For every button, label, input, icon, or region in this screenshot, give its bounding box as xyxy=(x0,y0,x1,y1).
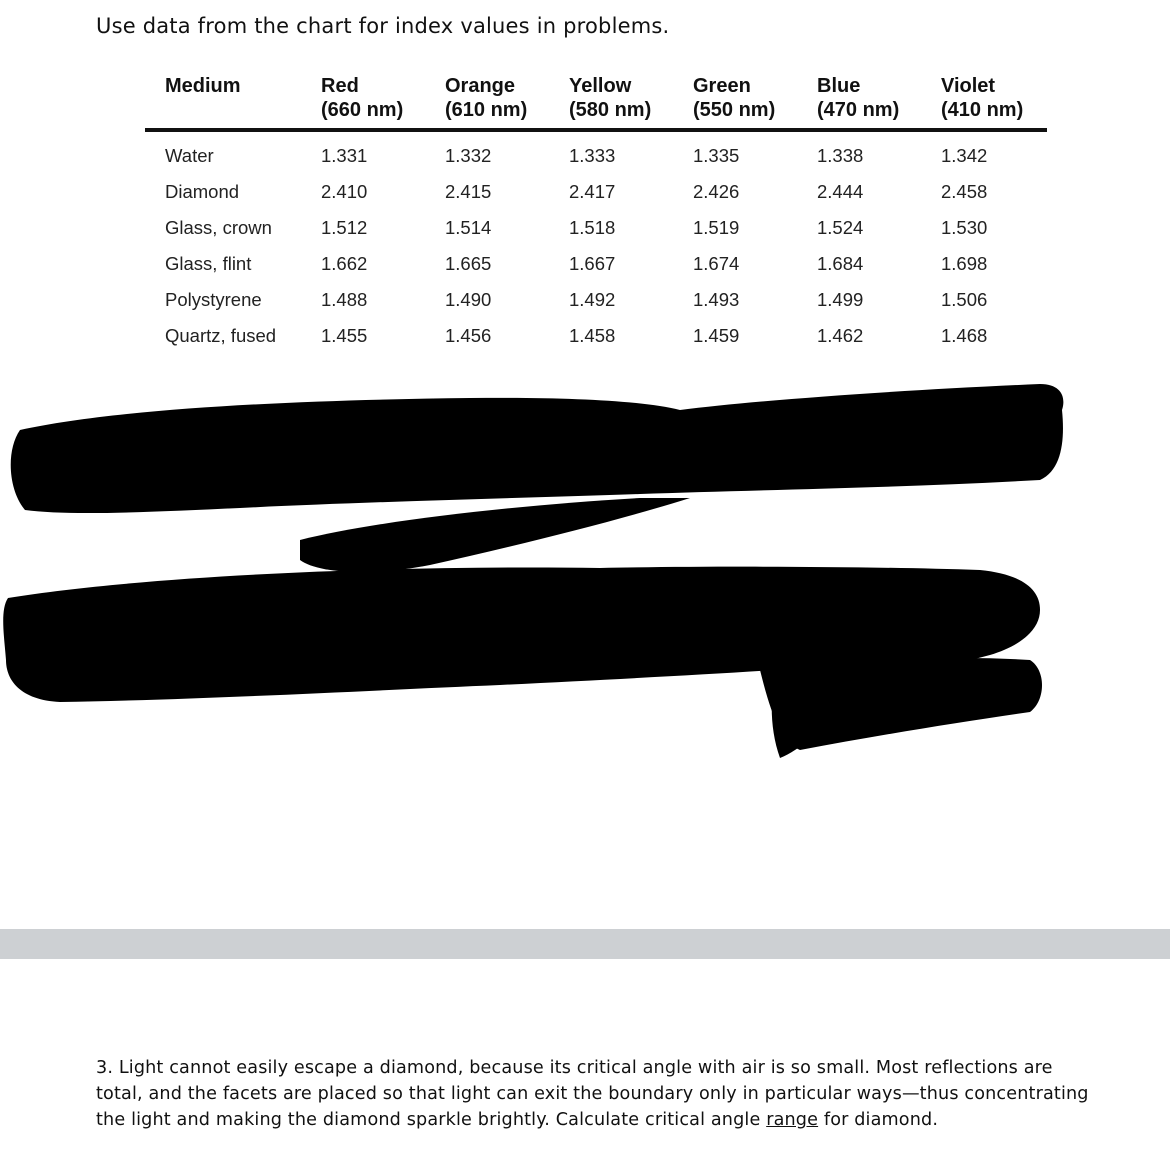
value-cell: 1.335 xyxy=(693,145,740,166)
medium-cell: Diamond xyxy=(165,181,240,202)
value-cell: 1.698 xyxy=(941,253,988,274)
value-cell: 1.493 xyxy=(693,289,740,310)
value-cell: 2.415 xyxy=(445,181,492,202)
value-cell: 1.524 xyxy=(817,217,864,238)
header-violet: Violet (410 nm) xyxy=(941,75,1024,121)
table-row xyxy=(145,174,1047,210)
value-cell: 1.519 xyxy=(693,217,740,238)
value-cell: 2.426 xyxy=(693,181,740,202)
header-green: Green (550 nm) xyxy=(693,75,776,121)
value-cell: 1.333 xyxy=(569,145,616,166)
value-cell: 1.342 xyxy=(941,145,988,166)
header-blue: Blue (470 nm) xyxy=(817,75,900,121)
header-yellow: Yellow (580 nm) xyxy=(569,75,652,121)
table-row xyxy=(145,246,1047,282)
medium-cell: Water xyxy=(165,145,214,166)
medium-cell: Glass, crown xyxy=(165,217,272,238)
medium-cell: Quartz, fused xyxy=(165,325,277,346)
problem-3-text: 3. Light cannot easily escape a diamond, because its critical angle with air is so small. Most reflections are total, and the facets are placed so that light can exit the boundary only in particular ways—thus concentrating the light and making the diamond sparkle brightly. Calculate critical angle range for diamond. xyxy=(96,1058,1089,1130)
value-cell: 2.444 xyxy=(817,181,864,202)
value-cell: 2.410 xyxy=(321,181,368,202)
value-cell: 1.674 xyxy=(693,253,740,274)
value-cell: 1.514 xyxy=(445,217,492,238)
value-cell: 2.458 xyxy=(941,181,988,202)
value-cell: 1.667 xyxy=(569,253,616,274)
index-table xyxy=(145,72,1047,354)
value-cell: 1.684 xyxy=(817,253,864,274)
value-cell: 1.459 xyxy=(693,325,740,346)
table-header-row xyxy=(145,72,1047,130)
medium-cell: Glass, flint xyxy=(165,253,252,274)
value-cell: 2.417 xyxy=(569,181,616,202)
intro-instruction: Use data from the chart for index values in problems. xyxy=(96,14,670,38)
value-cell: 1.530 xyxy=(941,217,988,238)
value-cell: 1.488 xyxy=(321,289,368,310)
value-cell: 1.665 xyxy=(445,253,492,274)
redaction-scribble xyxy=(0,370,1170,790)
header-red: Red (660 nm) xyxy=(321,75,404,121)
value-cell: 1.332 xyxy=(445,145,492,166)
refractive-index-table xyxy=(145,72,1047,354)
table-row xyxy=(145,210,1047,246)
value-cell: 1.331 xyxy=(321,145,368,166)
value-cell: 1.456 xyxy=(445,325,492,346)
medium-cell: Polystyrene xyxy=(165,289,262,310)
value-cell: 1.455 xyxy=(321,325,368,346)
value-cell: 1.518 xyxy=(569,217,616,238)
table-row xyxy=(145,282,1047,318)
value-cell: 1.506 xyxy=(941,289,988,310)
value-cell: 1.512 xyxy=(321,217,368,238)
value-cell: 1.338 xyxy=(817,145,864,166)
value-cell: 1.458 xyxy=(569,325,616,346)
value-cell: 1.499 xyxy=(817,289,864,310)
section-separator-bar xyxy=(0,929,1170,959)
table-row xyxy=(145,318,1047,354)
header-medium: Medium xyxy=(165,75,241,97)
header-orange: Orange (610 nm) xyxy=(445,75,528,121)
value-cell: 1.490 xyxy=(445,289,492,310)
value-cell: 1.662 xyxy=(321,253,368,274)
value-cell: 1.468 xyxy=(941,325,988,346)
table-row xyxy=(145,130,1047,174)
value-cell: 1.492 xyxy=(569,289,616,310)
underlined-range: range xyxy=(766,1110,819,1130)
value-cell: 1.462 xyxy=(817,325,864,346)
